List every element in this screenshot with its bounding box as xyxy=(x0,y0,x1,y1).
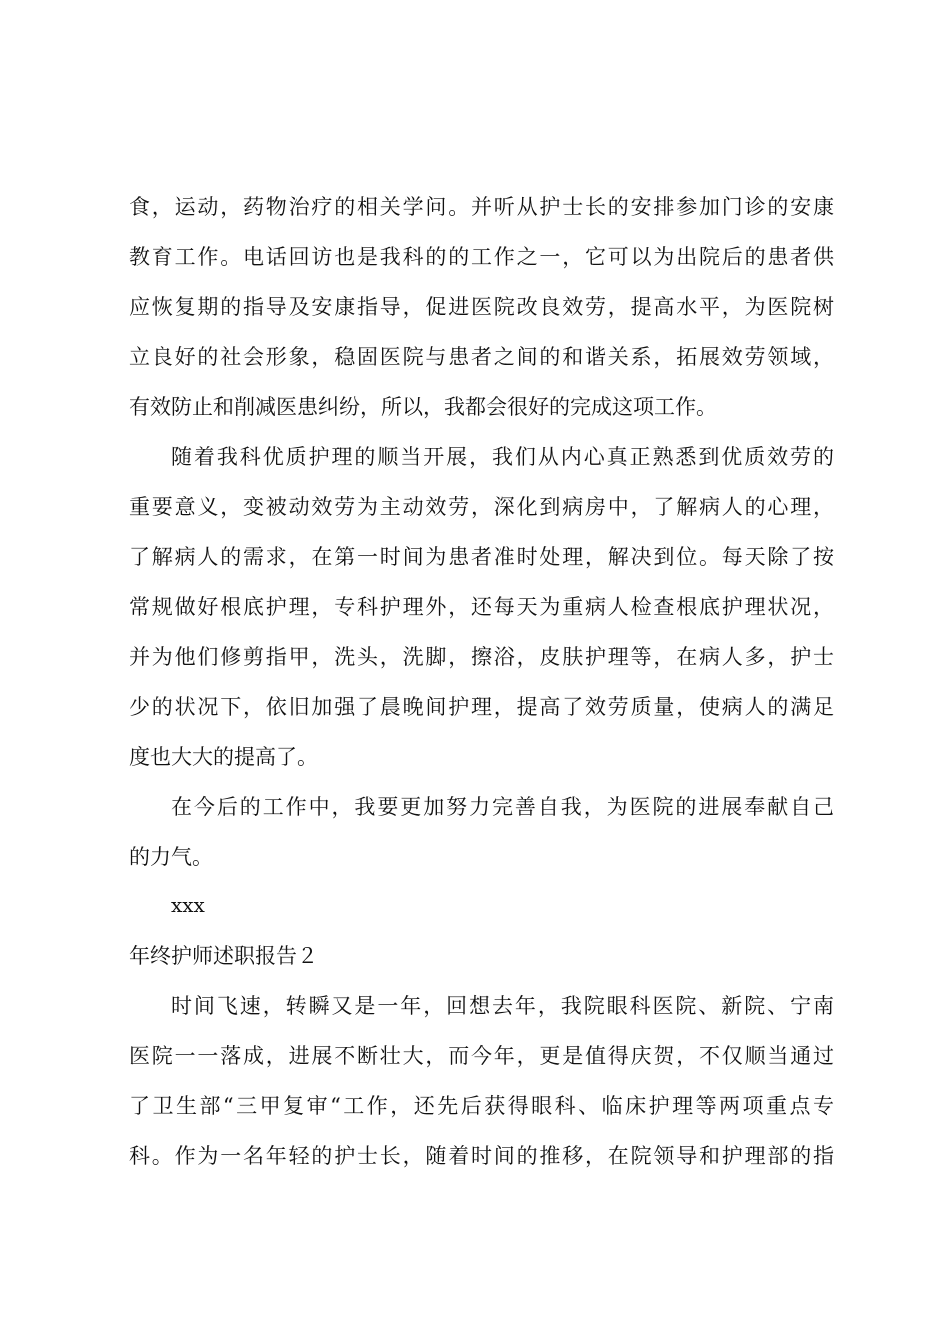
paragraph-1-line-5: 有效防止和削减医患纠纷，所以，我都会很好的完成这项工作。 xyxy=(129,395,717,419)
paragraph-4-line-2: 医院一一落成，进展不断壮大，而今年，更是值得庆贺，不仅顺当通过 xyxy=(129,1044,834,1068)
paragraph-1-line-3: 应恢复期的指导及安康指导，促进医院改良效劳，提高水平，为医院树 xyxy=(129,295,834,319)
paragraph-2-line-6: 少的状况下，依旧加强了晨晚间护理，提高了效劳质量，使病人的满足 xyxy=(129,695,834,719)
paragraph-2-line-5: 并为他们修剪指甲，洗头，洗脚，擦浴，皮肤护理等，在病人多，护士 xyxy=(129,645,834,669)
paragraph-1-line-4: 立良好的社会形象，稳固医院与患者之间的和谐关系，拓展效劳领域， xyxy=(129,345,834,369)
section-title: 年终护师述职报告２ xyxy=(129,944,318,968)
paragraph-4-line-3: 了卫生部“三甲复审“工作，还先后获得眼科、临床护理等两项重点专 xyxy=(129,1094,834,1118)
paragraph-3-line-2: 的力气。 xyxy=(129,845,213,869)
paragraph-2-line-1: 随着我科优质护理的顺当开展，我们从内心真正熟悉到优质效劳的 xyxy=(171,445,834,469)
signature: xxx xyxy=(171,893,205,917)
paragraph-2-line-3: 了解病人的需求，在第一时间为患者准时处理，解决到位。每天除了按 xyxy=(129,545,834,569)
paragraph-4-line-4: 科。作为一名年轻的护士长，随着时间的推移，在院领导和护理部的指 xyxy=(129,1144,834,1168)
paragraph-3-line-1: 在今后的工作中，我要更加努力完善自我，为医院的进展奉献自己 xyxy=(171,795,834,819)
paragraph-1-line-1: 食，运动，药物治疗的相关学问。并听从护士长的安排参加门诊的安康 xyxy=(129,195,834,219)
paragraph-2-line-7: 度也大大的提高了。 xyxy=(129,745,318,769)
paragraph-2-line-2: 重要意义，变被动效劳为主动效劳，深化到病房中，了解病人的心理， xyxy=(129,495,834,519)
paragraph-4-line-1: 时间飞速，转瞬又是一年，回想去年，我院眼科医院、新院、宁南 xyxy=(171,994,834,1018)
paragraph-2-line-4: 常规做好根底护理，专科护理外，还每天为重病人检查根底护理状况， xyxy=(129,595,834,619)
paragraph-1-line-2: 教育工作。电话回访也是我科的的工作之一，它可以为出院后的患者供 xyxy=(129,245,834,269)
